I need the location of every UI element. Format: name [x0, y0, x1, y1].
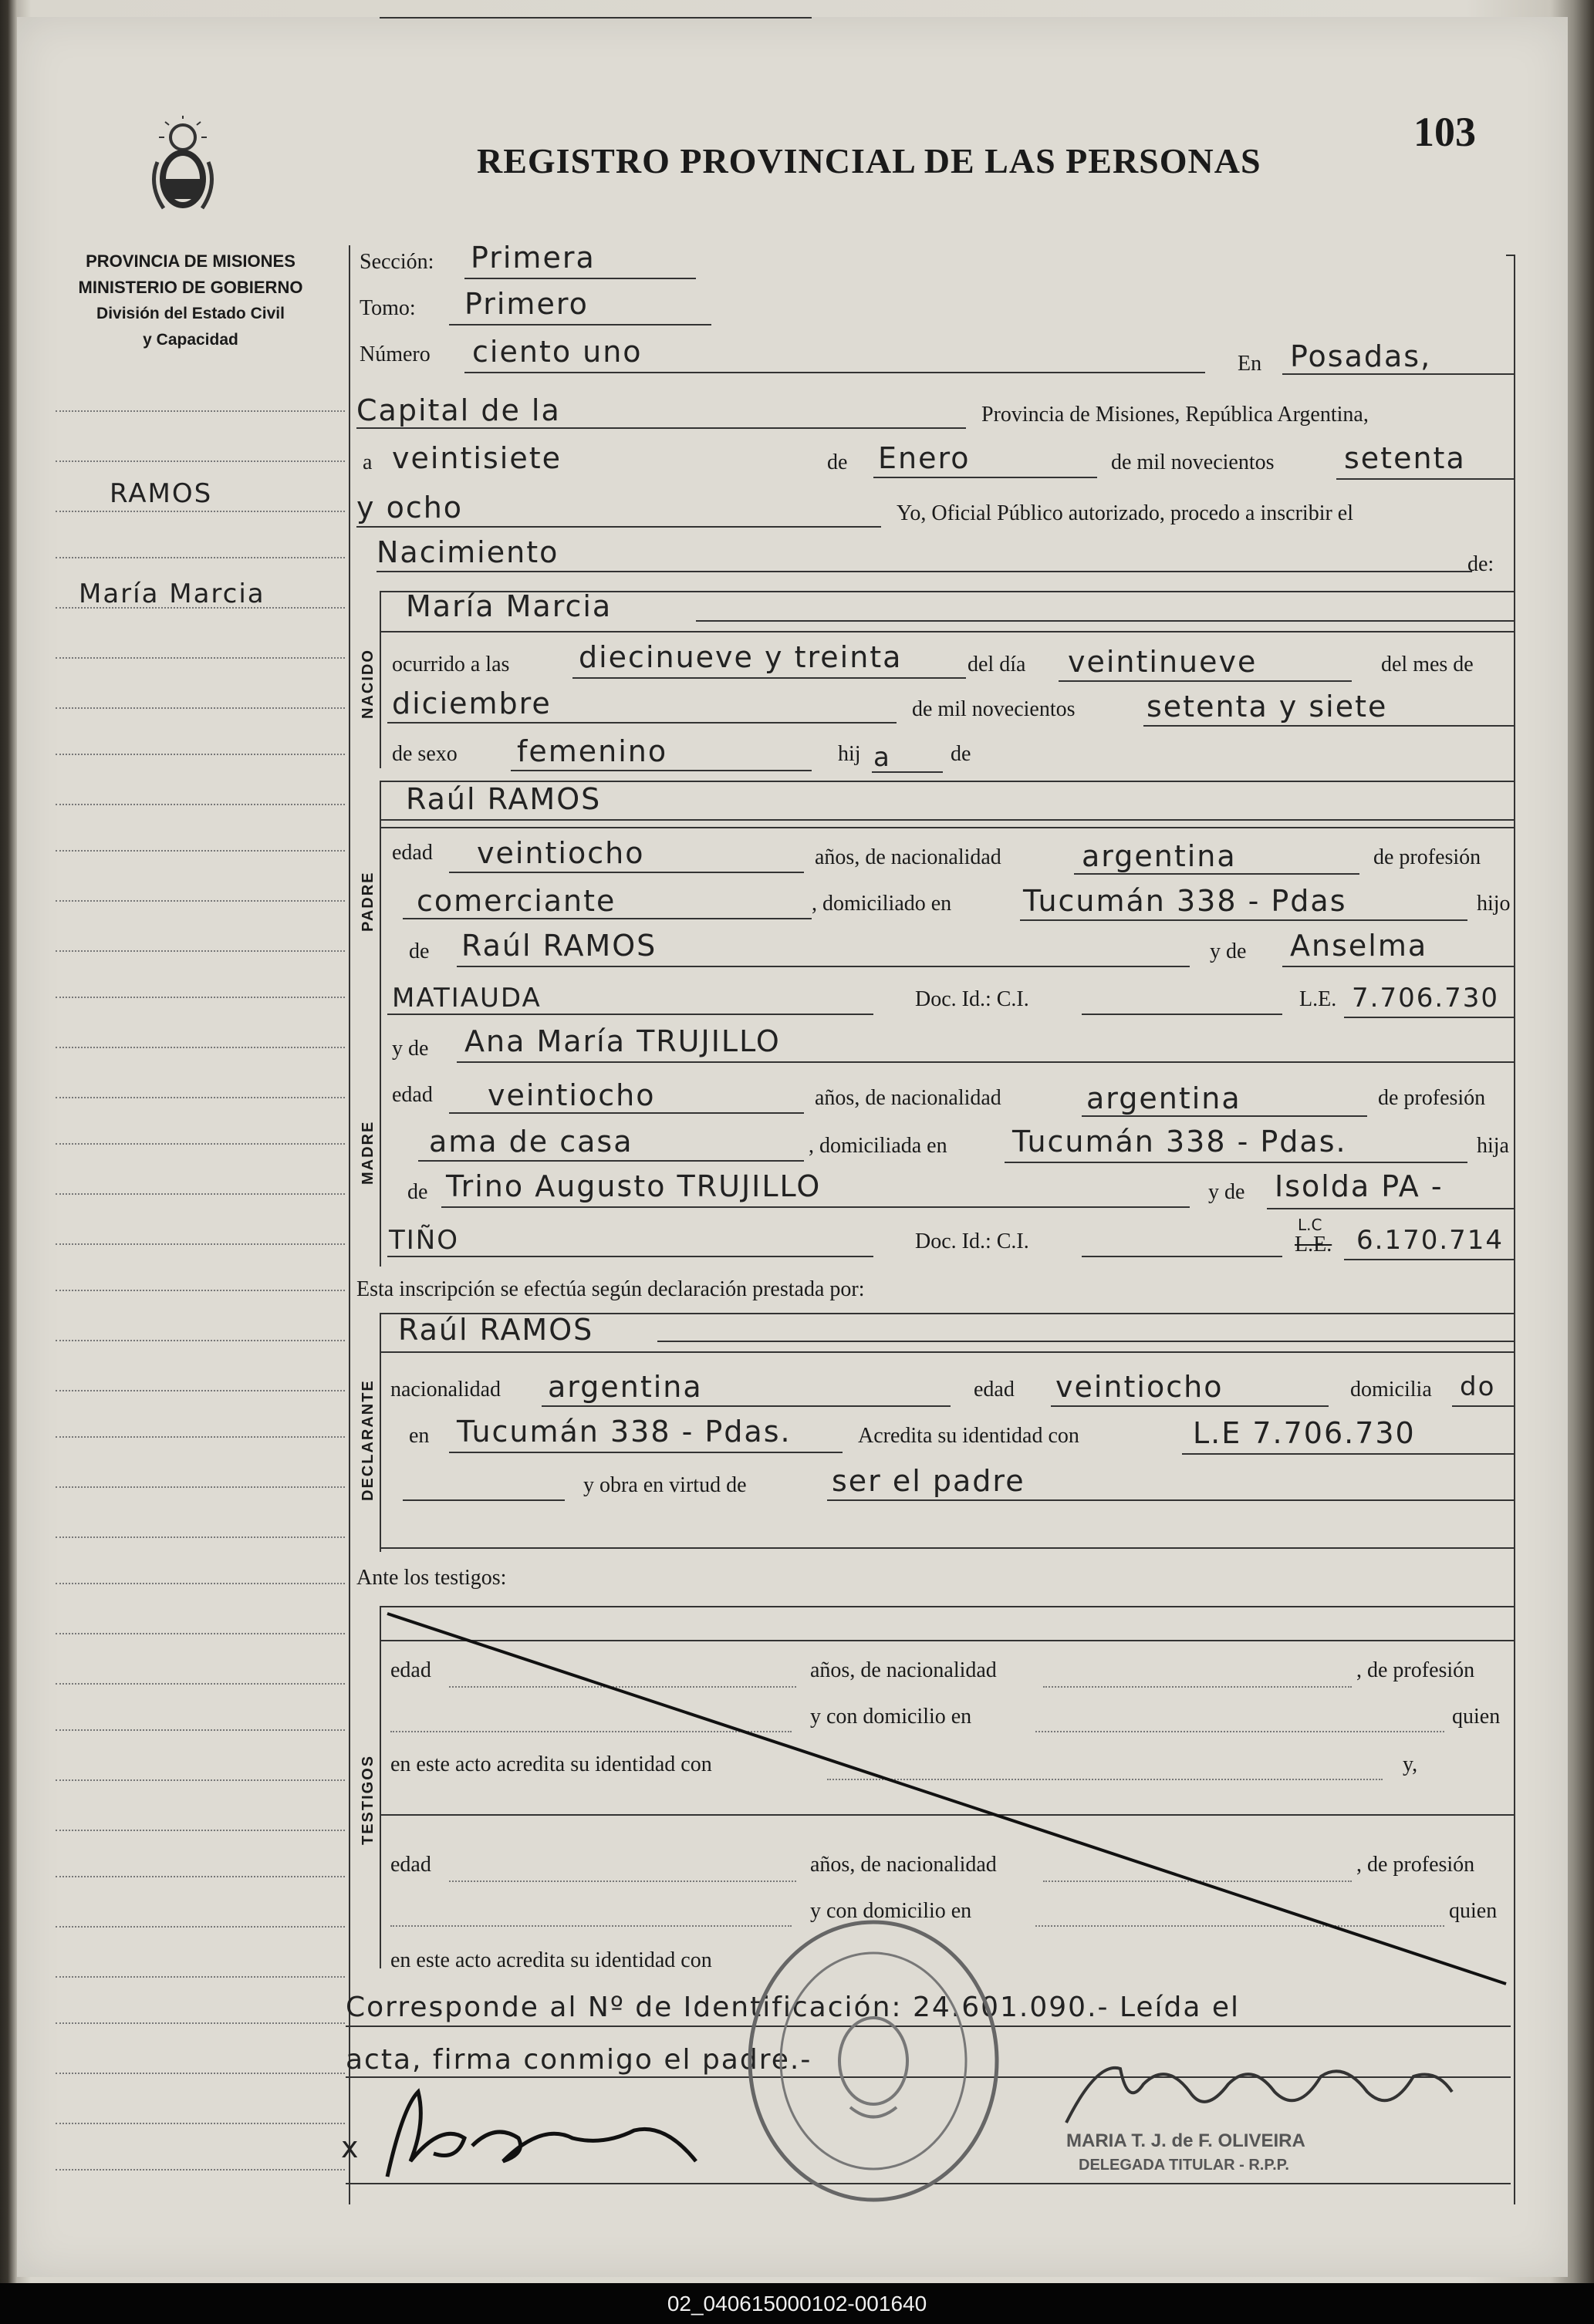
declarante-edad-label: edad	[974, 1378, 1015, 1401]
tomo-label: Tomo:	[360, 296, 416, 320]
padre-prof-label: de profesión	[1373, 845, 1481, 869]
anio-label: de mil novecientos	[1111, 450, 1275, 474]
official-name: MARIA T. J. de F. OLIVEIRA	[1066, 2130, 1305, 2151]
padre-de-label: de	[409, 939, 430, 963]
official-signature-icon	[1051, 2038, 1467, 2138]
declarante-identidad: L.E 7.706.730	[1193, 1416, 1416, 1450]
madre-padre: Trino Augusto TRUJILLO	[446, 1169, 822, 1203]
padre-border	[380, 781, 381, 1027]
division-label: División del Estado Civil	[96, 305, 285, 322]
page-title: REGISTRO PROVINCIAL DE LAS PERSONAS	[477, 141, 1261, 180]
padre-madre: Anselma	[1290, 929, 1428, 963]
margin-given-names: María Marcia	[79, 578, 265, 609]
padre-padre: Raúl RAMOS	[461, 929, 657, 963]
numero-label: Número	[360, 342, 431, 366]
declarante-dom-label: domicilia	[1350, 1378, 1432, 1401]
madre-domicilio: Tucumán 338 - Pdas.	[1012, 1125, 1347, 1159]
de-label: de	[827, 450, 848, 474]
declarante-nac-label: nacionalidad	[390, 1378, 502, 1401]
declarante-domicilio: Tucumán 338 - Pdas.	[457, 1415, 792, 1449]
madre-madre-2: TIÑO	[389, 1225, 459, 1256]
madre-border	[380, 1027, 381, 1267]
madre-hija-label: hija	[1477, 1134, 1509, 1158]
closing-line-2: acta, firma conmigo el padre.-	[346, 2044, 812, 2076]
nacido-label: NACIDO	[360, 649, 377, 719]
en-label: En	[1238, 352, 1262, 376]
x-mark: x	[341, 2130, 360, 2164]
nacido-border	[380, 591, 381, 768]
testigo1-dom-label: y con domicilio en	[810, 1705, 972, 1729]
madre-edad: veintiocho	[488, 1078, 656, 1112]
padre-profesion: comerciante	[417, 884, 616, 918]
ministry-label: MINISTERIO DE GOBIERNO	[78, 278, 303, 297]
en-value: Posadas,	[1290, 339, 1432, 373]
top-right-tick	[1506, 255, 1515, 256]
testigo2-prof-label: , de profesión	[1356, 1853, 1475, 1877]
testigo1-prof-label: , de profesión	[1356, 1658, 1475, 1682]
madre-y-de-2-label: y de	[1208, 1180, 1245, 1204]
testigo2-dom-label: y con domicilio en	[810, 1899, 972, 1923]
official-seal-icon	[742, 1914, 1005, 2208]
declarante-dom-suffix: do	[1460, 1371, 1496, 1402]
madre-le-label: L.E.	[1295, 1233, 1332, 1256]
testigo1-edad-label: edad	[390, 1658, 431, 1682]
main-left-border	[349, 245, 350, 2204]
testigos-intro: Ante los testigos:	[356, 1566, 507, 1590]
anio-value: setenta	[1344, 441, 1466, 475]
capacidad-label: y Capacidad	[143, 331, 238, 349]
nacido-sexo: femenino	[517, 734, 668, 768]
padre-madre-2: MATIAUDA	[392, 983, 542, 1014]
testigo1-quien-label: quien	[1452, 1705, 1501, 1729]
hijo-de-label: de	[951, 742, 971, 766]
madre-profesion: ama de casa	[429, 1125, 633, 1159]
ocurrido-label: ocurrido a las	[392, 653, 510, 676]
testigo2-edad-label: edad	[390, 1853, 431, 1877]
madre-label: MADRE	[360, 1120, 377, 1185]
madre-prof-label: de profesión	[1378, 1086, 1486, 1110]
padre-label: PADRE	[360, 871, 377, 932]
testigo1-nac-label: años, de nacionalidad	[810, 1658, 997, 1682]
testigo2-nac-label: años, de nacionalidad	[810, 1853, 997, 1877]
declarante-label: DECLARANTE	[360, 1379, 377, 1501]
padre-le-label: L.E.	[1299, 987, 1337, 1011]
acto-value: Nacimiento	[377, 535, 559, 569]
declarante-en-label: en	[409, 1424, 430, 1448]
declarante-virtud-label: y obra en virtud de	[583, 1473, 747, 1497]
yo-text: Yo, Oficial Público autorizado, procedo a inscribir el	[897, 501, 1354, 525]
nacido-mes: diciembre	[392, 686, 552, 720]
official-role: DELEGADA TITULAR - R.P.P.	[1079, 2157, 1289, 2174]
capital-value: Capital de la	[356, 393, 561, 427]
testigo2-acredita-label: en este acto acredita su identidad con	[390, 1948, 712, 1972]
dia-value: veintisiete	[392, 441, 562, 475]
province-label: PROVINCIA DE MISIONES	[86, 251, 295, 271]
left-header	[32, 248, 349, 353]
tomo-value: Primero	[464, 287, 589, 321]
margin-surname: RAMOS	[110, 478, 213, 509]
padre-nombre: Raúl RAMOS	[406, 782, 602, 816]
main-right-border	[1514, 255, 1515, 2204]
nacido-nombre: María Marcia	[406, 589, 613, 623]
padre-dom-label: , domiciliado en	[812, 892, 952, 916]
numero-value: ciento uno	[472, 335, 643, 369]
testigo1-y-label: y,	[1403, 1752, 1418, 1776]
declarant-signature-icon	[372, 2076, 727, 2192]
hijo-label: hij	[838, 742, 861, 766]
padre-hijo-label: hijo	[1477, 892, 1511, 916]
padre-nacionalidad: argentina	[1082, 839, 1237, 873]
nacido-hora: diecinueve y treinta	[579, 640, 903, 674]
padre-domicilio: Tucumán 338 - Pdas	[1023, 884, 1347, 918]
madre-y-de-label: y de	[392, 1037, 429, 1061]
declarante-nombre: Raúl RAMOS	[398, 1313, 594, 1347]
seccion-label: Sección:	[360, 250, 434, 274]
del-mes-label: del mes de	[1381, 653, 1474, 676]
madre-de-label: de	[407, 1180, 428, 1204]
padre-y-de-label: y de	[1210, 939, 1247, 963]
nacido-dia: veintinueve	[1068, 645, 1258, 679]
seccion-value: Primera	[471, 241, 596, 275]
nacido-anio: setenta y siete	[1147, 690, 1388, 724]
madre-doc-label: Doc. Id.: C.I.	[915, 1229, 1029, 1253]
padre-edad: veintiocho	[477, 836, 645, 870]
declarante-virtud: ser el padre	[832, 1464, 1025, 1498]
madre-madre: Isolda PA -	[1275, 1169, 1444, 1203]
testigos-label: TESTIGOS	[360, 1754, 377, 1845]
anio2-value: y ocho	[356, 491, 464, 525]
padre-edad-label: edad	[392, 841, 433, 865]
declarante-border	[380, 1313, 381, 1552]
madre-nac-label: años, de nacionalidad	[815, 1086, 1001, 1110]
page-number: 103	[1413, 109, 1476, 155]
madre-lc-label: L.C	[1298, 1216, 1322, 1234]
file-code-footer: 02_040615000102-001640	[0, 2283, 1594, 2324]
madre-doc-num: 6.170.714	[1356, 1225, 1505, 1256]
nacido-anio-label: de mil novecientos	[912, 697, 1076, 721]
del-dia-label: del día	[968, 653, 1026, 676]
de-colon-label: de:	[1467, 552, 1494, 576]
closing-line-1: Corresponde al Nº de Identificación: 24.601.090.- Leída el	[346, 1992, 1241, 2023]
padre-nac-label: años, de nacionalidad	[815, 845, 1001, 869]
testigo1-acredita-label: en este acto acredita su identidad con	[390, 1752, 712, 1776]
declarante-intro: Esta inscripción se efectúa según declaración prestada por:	[356, 1277, 865, 1301]
declarante-edad: veintiocho	[1055, 1370, 1224, 1404]
testigo2-quien-label: quien	[1449, 1899, 1498, 1923]
register-page	[17, 17, 1568, 2277]
declarante-acredita-label: Acredita su identidad con	[858, 1424, 1079, 1448]
a-label: a	[363, 450, 373, 474]
declarante-nacionalidad: argentina	[548, 1370, 703, 1404]
provincia-text: Provincia de Misiones, República Argentina,	[981, 403, 1369, 427]
mes-value: Enero	[878, 441, 971, 475]
hijo-suffix: a	[873, 742, 891, 773]
madre-nombre: Ana María TRUJILLO	[464, 1024, 781, 1058]
sexo-label: de sexo	[392, 742, 458, 766]
madre-nacionalidad: argentina	[1086, 1081, 1241, 1115]
padre-le: 7.706.730	[1352, 983, 1500, 1014]
padre-doc-label: Doc. Id.: C.I.	[915, 987, 1029, 1011]
coat-of-arms-icon	[148, 116, 218, 216]
madre-dom-label: , domiciliada en	[809, 1134, 947, 1158]
madre-edad-label: edad	[392, 1083, 433, 1107]
